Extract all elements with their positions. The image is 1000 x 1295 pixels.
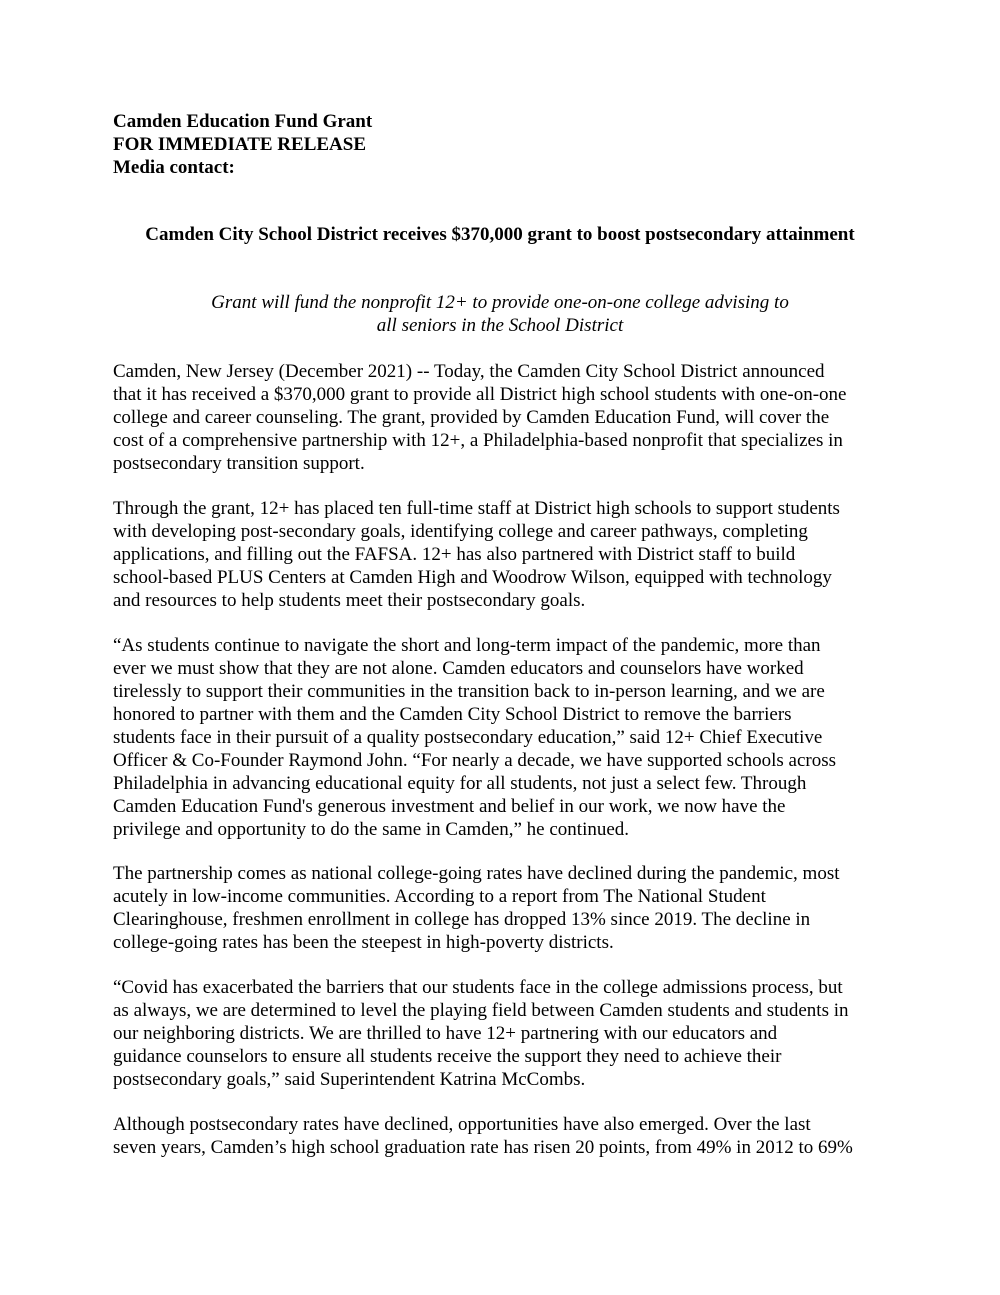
text-line: “As students continue to navigate the short and long-term impact of the pandemic, more than: [113, 635, 821, 656]
text-line: seven years, Camden’s high school graduation rate has risen 20 points, from 49% in 2012 to 69%: [113, 1137, 853, 1158]
text-line: postsecondary transition support.: [113, 453, 365, 474]
text-line: The partnership comes as national college-going rates have declined during the pandemic, most: [113, 863, 840, 884]
text-line: honored to partner with them and the Camden City School District to remove the barriers: [113, 704, 792, 725]
subheadline: [0, 291, 1000, 337]
paragraph-announcement: [113, 360, 903, 475]
paragraph-ceo-quote: [113, 634, 903, 841]
paragraph-graduation: [113, 1113, 903, 1159]
text-line: postsecondary goals,” said Superintendent Katrina McCombs.: [113, 1069, 586, 1090]
text-line: Philadelphia in advancing educational equity for all students, not just a select few. Through: [113, 773, 807, 794]
subheadline-line: all seniors in the School District: [376, 315, 624, 336]
headline: Camden City School District receives $370,000 grant to boost postsecondary attainment: [145, 224, 855, 245]
text-line: Clearinghouse, freshmen enrollment in college has dropped 13% since 2019. The decline in: [113, 909, 811, 930]
text-line: college and career counseling. The grant, provided by Camden Education Fund, will cover the: [113, 407, 830, 428]
text-line: Camden Education Fund's generous investment and belief in our work, we now have the: [113, 796, 786, 817]
text-line: “Covid has exacerbated the barriers that our students face in the college admissions process, but: [113, 977, 843, 998]
text-line: guidance counselors to ensure all students receive the support they need to achieve their: [113, 1046, 782, 1067]
text-line: tirelessly to support their communities in the transition back to in-person learning, and we are: [113, 681, 825, 702]
text-line: applications, and filling out the FAFSA. 12+ has also partnered with District staff to build: [113, 544, 796, 565]
text-line: ever we must show that they are not alone. Camden educators and counselors have worked: [113, 658, 804, 679]
subheadline-line: Grant will fund the nonprofit 12+ to provide one-on-one college advising to: [211, 292, 789, 313]
release-header: [113, 110, 372, 179]
media-contact-label: Media contact:: [113, 157, 235, 178]
text-line: that it has received a $370,000 grant to provide all District high school students with one-on-one: [113, 384, 847, 405]
paragraph-staffing: [113, 497, 903, 612]
text-line: and resources to help students meet their postsecondary goals.: [113, 590, 586, 611]
text-line: acutely in low-income communities. According to a report from The National Student: [113, 886, 766, 907]
text-line: with developing post-secondary goals, identifying college and career pathways, completing: [113, 521, 808, 542]
text-line: privilege and opportunity to do the same in Camden,” he continued.: [113, 819, 630, 840]
paragraph-superintendent-quote: [113, 976, 903, 1091]
text-line: cost of a comprehensive partnership with 12+, a Philadelphia-based nonprofit that specializes in: [113, 430, 843, 451]
text-line: Camden, New Jersey (December 2021) -- Today, the Camden City School District announced: [113, 361, 825, 382]
text-line: Officer & Co-Founder Raymond John. “For nearly a decade, we have supported schools across: [113, 750, 837, 771]
text-line: college-going rates has been the steepest in high-poverty districts.: [113, 932, 614, 953]
text-line: school-based PLUS Centers at Camden High and Woodrow Wilson, equipped with technology: [113, 567, 832, 588]
text-line: our neighboring districts. We are thrilled to have 12+ partnering with our educators and: [113, 1023, 778, 1044]
text-line: Through the grant, 12+ has placed ten full-time staff at District high schools to support students: [113, 498, 840, 519]
release-label: FOR IMMEDIATE RELEASE: [113, 134, 367, 155]
text-line: Although postsecondary rates have declined, opportunities have also emerged. Over the last: [113, 1114, 811, 1135]
text-line: as always, we are determined to level the playing field between Camden students and students in: [113, 1000, 849, 1021]
text-line: students face in their pursuit of a quality postsecondary education,” said 12+ Chief Executive: [113, 727, 823, 748]
paragraph-enrollment: [113, 862, 903, 954]
fund-name: Camden Education Fund Grant: [113, 111, 373, 132]
